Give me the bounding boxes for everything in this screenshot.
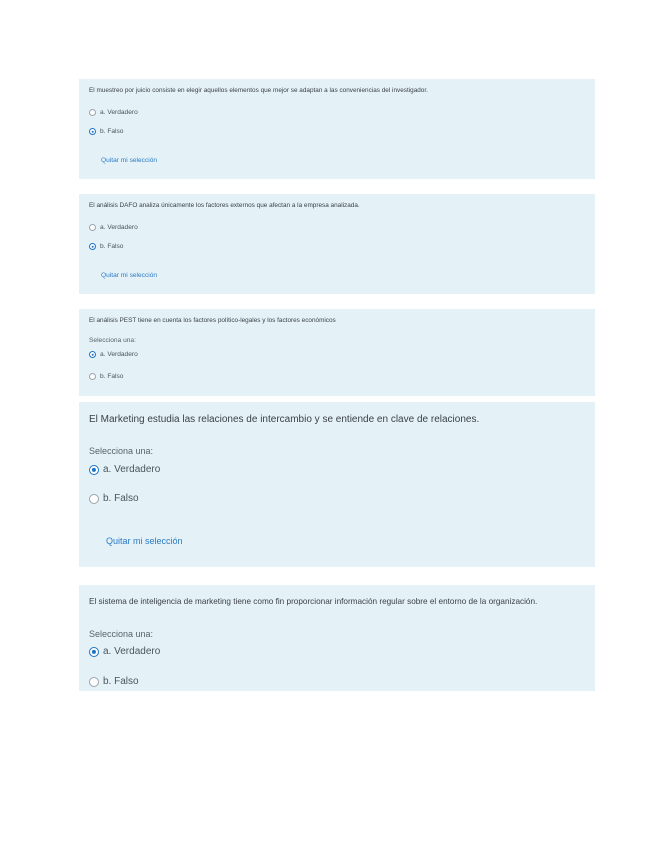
question-1-clear-link[interactable]: Quitar mi selección: [101, 157, 158, 164]
question-2-text: El análisis DAFO analiza únicamente los factores externos que afectan a la empresa analizada.: [89, 202, 360, 209]
option-label: a. Verdadero: [103, 464, 161, 475]
question-4-text: El Marketing estudia las relaciones de intercambio y se entiende en clave de relaciones.: [89, 414, 480, 425]
question-1-option-b[interactable]: [89, 128, 123, 135]
radio-icon[interactable]: [89, 494, 99, 504]
radio-selected-icon[interactable]: [89, 465, 99, 475]
question-4-option-a[interactable]: [89, 464, 160, 475]
radio-selected-icon[interactable]: [89, 647, 99, 657]
question-1-text: El muestreo por juicio consiste en elegir aquellos elementos que mejor se adaptan a las conveniencias del investigador.: [89, 87, 428, 94]
option-label: b. Falso: [100, 243, 124, 250]
option-label: a. Verdadero: [100, 351, 138, 358]
option-label: a. Verdadero: [100, 224, 138, 231]
question-1-option-a[interactable]: [89, 109, 138, 116]
question-2-option-b[interactable]: [89, 243, 123, 250]
radio-icon[interactable]: [89, 109, 96, 116]
radio-icon[interactable]: [89, 373, 96, 380]
question-5-option-a[interactable]: [89, 646, 160, 657]
question-3-prompt: Selecciona una:: [89, 337, 136, 344]
question-3: [79, 309, 595, 396]
radio-icon[interactable]: [89, 677, 99, 687]
question-4-clear-link[interactable]: Quitar mi selección: [106, 536, 183, 546]
question-4-option-b[interactable]: [89, 493, 139, 504]
question-2-clear-link[interactable]: Quitar mi selección: [101, 272, 158, 279]
radio-selected-icon[interactable]: [89, 243, 96, 250]
question-3-text: El análisis PEST tiene en cuenta los factores político-legales y los factores económicos: [89, 317, 336, 324]
radio-icon[interactable]: [89, 224, 96, 231]
option-label: b. Falso: [103, 493, 139, 504]
question-5-prompt: Selecciona una:: [89, 629, 154, 639]
question-1: [79, 79, 595, 179]
question-2: [79, 194, 595, 294]
question-5-text: El sistema de inteligencia de marketing tiene como fin proporcionar información regular sobre el entorno de la organización.: [89, 597, 538, 606]
question-3-option-a[interactable]: [89, 351, 138, 358]
option-label: a. Verdadero: [103, 646, 161, 657]
radio-selected-icon[interactable]: [89, 351, 96, 358]
question-3-option-b[interactable]: [89, 373, 123, 380]
option-label: b. Falso: [100, 373, 124, 380]
option-label: a. Verdadero: [100, 109, 138, 116]
option-label: b. Falso: [100, 128, 124, 135]
option-label: b. Falso: [103, 676, 139, 687]
radio-selected-icon[interactable]: [89, 128, 96, 135]
question-2-option-a[interactable]: [89, 224, 138, 231]
question-4: [79, 402, 595, 567]
question-5: [79, 585, 595, 691]
question-5-option-b[interactable]: [89, 676, 139, 687]
question-4-prompt: Selecciona una:: [89, 446, 154, 456]
